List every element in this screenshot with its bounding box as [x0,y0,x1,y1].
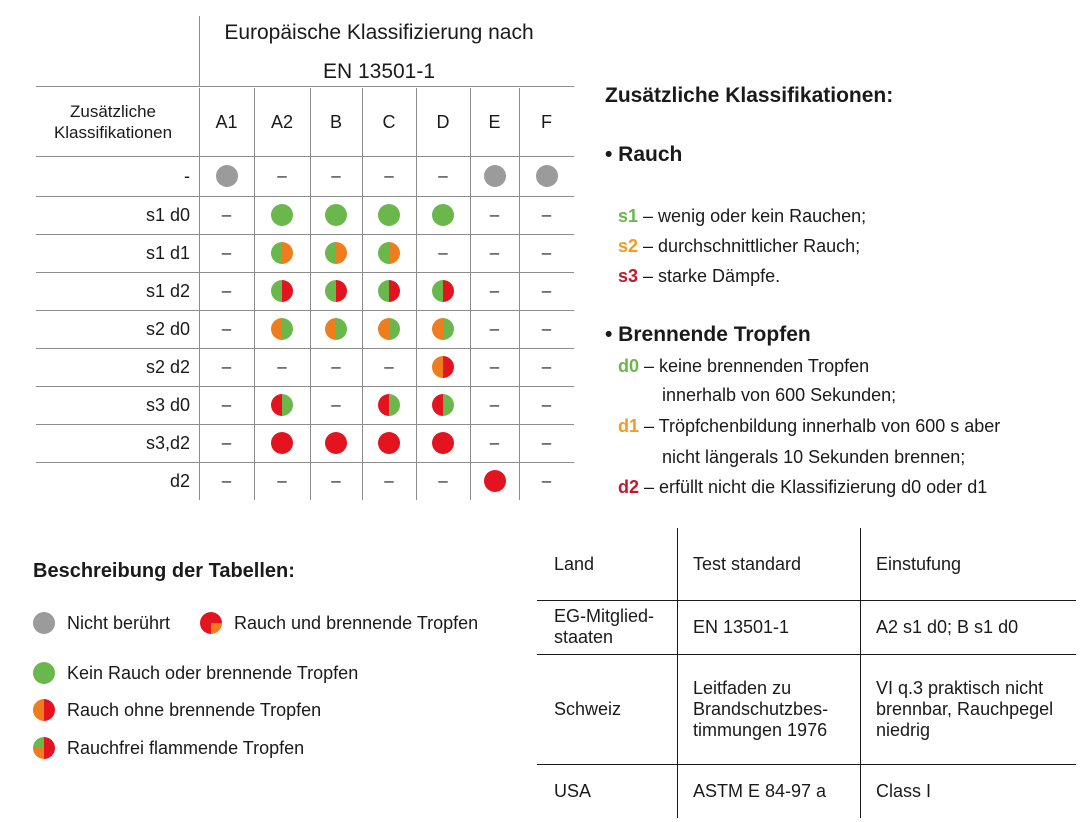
green-red-dot-icon [325,280,347,302]
matrix-cell: – [438,243,448,262]
matrix-cell: – [541,433,552,452]
matrix-cell: – [541,471,552,490]
matrix-row-label: - [184,165,190,186]
smoke-s1: s1 – wenig oder kein Rauchen; [618,206,867,226]
matrix-cell: – [221,243,232,262]
drops-d1-line2: nicht längerals 10 Sekunden brennen; [662,447,966,467]
red-dot-icon [325,432,347,454]
matrix-cell [362,424,416,462]
drops-d2: d2 – erfüllt nicht die Klassifizierung d0 oder d1 [618,477,988,497]
country-table-header-test-standard: Test standard [693,553,802,574]
matrix-cell: – [489,243,500,262]
smoke-title: • Rauch [605,143,683,166]
drops-d1: d1 – Tröpfchenbildung innerhalb von 600 s aber [618,416,1001,436]
drops-title: • Brennende Tropfen [605,323,811,346]
country-table-cell-standard: Leitfaden zu Brandschutzbes- timmungen 1976 [693,677,829,740]
matrix-row-label: s1 d0 [145,204,190,225]
matrix-cell: – [384,471,394,490]
matrix-row-label: s1 d1 [145,242,190,263]
matrix-cell: – [277,166,287,185]
red-dot-icon [378,432,400,454]
country-table-cell-rating: Class I [876,780,932,801]
matrix-cell [310,234,362,272]
orange-red-dot-icon [432,356,454,378]
matrix-cell: – [331,357,341,376]
smoke-s2: s2 – durchschnittlicher Rauch; [618,236,861,256]
country-table-header-land: Land [554,553,595,574]
grey-dot-icon [216,165,238,187]
matrix-cell: – [541,281,552,300]
additional-heading: Zusätzliche Klassifikationen: [605,84,894,107]
legend-title: Beschreibung der Tabellen: [33,560,295,582]
matrix-cell [362,196,416,234]
red-dot-icon [432,432,454,454]
matrix-cell: – [221,395,232,414]
red-dot-icon [484,470,506,492]
matrix-cell [416,196,470,234]
matrix-corner-label: Zusätzliche Klassifikationen [53,102,173,142]
green-dot-icon [271,204,293,226]
matrix-column-header-a2: A2 [270,111,294,132]
matrix-cell: – [541,205,552,224]
matrix-cell [310,310,362,348]
matrix-cell [199,156,254,196]
drops-d0: d0 – keine brennenden Tropfen [618,356,870,376]
country-table-cell-land: USA [554,780,592,801]
red-green-dot-icon [432,394,454,416]
orange-green-dot-icon [325,318,347,340]
matrix-cell: – [221,357,232,376]
matrix-cell [254,386,310,424]
drops-d0-line2: innerhalb von 600 Sekunden; [662,385,897,405]
green-red-dot-icon [378,280,400,302]
matrix-cell: – [277,471,287,490]
matrix-cell: – [221,205,232,224]
legend-smokefree-drops: Rauchfrei flammende Tropfen [33,737,304,759]
legend-not-affected: Nicht berührt [33,612,170,634]
matrix-cell [310,424,362,462]
matrix-cell: – [438,166,448,185]
matrix-cell: – [489,319,500,338]
country-table-column-line [677,528,678,818]
matrix-cell [254,272,310,310]
green-dot-icon [378,204,400,226]
matrix-cell [416,386,470,424]
matrix-column-header-c: C [382,111,396,132]
red-green-dot-icon [271,394,293,416]
matrix-cell: – [221,319,232,338]
matrix-column-header-b: B [329,111,342,132]
red-dot-icon [271,432,293,454]
green-red-dot-icon [271,280,293,302]
legend-smoke-and-drops: Rauch und brennende Tropfen [200,612,478,634]
green-red-dot-icon [432,280,454,302]
matrix-column-header-e: E [488,111,501,132]
matrix-cell: – [541,243,552,262]
matrix-header-line [36,86,574,87]
smoke-s3: s3 – starke Dämpfe. [618,266,781,286]
green-dot-icon [325,204,347,226]
matrix-row-label: s2 d0 [145,318,190,339]
green-orange-dot-icon [325,242,347,264]
country-table-column-line [860,528,861,818]
matrix-cell [470,156,519,196]
country-table-cell-standard: EN 13501-1 [693,616,790,637]
matrix-cell: – [384,166,394,185]
matrix-row-label: s2 d2 [145,356,190,377]
matrix-cell: – [438,471,448,490]
matrix-column-header-a1: A1 [215,111,238,132]
matrix-row-label: s1 d2 [145,280,190,301]
orange-green-dot-icon [432,318,454,340]
matrix-cell: – [331,395,341,414]
legend-smoke-no-drops: Rauch ohne brennende Tropfen [33,699,321,721]
matrix-cell: – [331,166,341,185]
matrix-column-header-d: D [436,111,450,132]
country-table-cell-rating: VI q.3 praktisch nicht brennbar, Rauchpegel niedrig [876,677,1054,740]
matrix-cell: – [489,395,500,414]
matrix-cell [416,348,470,386]
matrix-cell: – [331,471,341,490]
matrix-row-label: s3,d2 [145,432,190,453]
matrix-cell [416,424,470,462]
matrix-cell [254,310,310,348]
green-orange-dot-icon [378,242,400,264]
grey-dot-icon [484,165,506,187]
matrix-cell: – [277,357,287,376]
matrix-title-line2: EN 13501-1 [322,60,436,83]
orange-red-dot-icon [33,699,55,721]
matrix-cell [362,234,416,272]
country-table-cell-land: EG-Mitglied- staaten [554,606,655,647]
matrix-cell [416,310,470,348]
grey-dot-icon [33,612,55,634]
matrix-cell: – [489,433,500,452]
matrix-cell [362,386,416,424]
matrix-cell: – [541,357,552,376]
matrix-cell: – [489,281,500,300]
matrix-cell: – [221,433,232,452]
matrix-cell: – [489,205,500,224]
matrix-cell: – [541,319,552,338]
country-table-header-einstufung: Einstufung [876,553,962,574]
matrix-cell [470,462,519,500]
matrix-cell [254,424,310,462]
matrix-cell: – [221,281,232,300]
matrix-cell [362,310,416,348]
matrix-cell [416,272,470,310]
green-dot-icon [432,204,454,226]
green-red-dot-icon [33,737,55,759]
country-table-cell-land: Schweiz [554,698,622,719]
matrix-cell: – [489,357,500,376]
green-orange-dot-icon [271,242,293,264]
orange-green-dot-icon [378,318,400,340]
matrix-title-line1: Europäische Klassifizierung nach [224,21,534,44]
matrix-cell [519,156,574,196]
country-table-cell-standard: ASTM E 84-97 a [693,780,827,801]
matrix-title-divider [199,16,200,86]
matrix-cell [254,196,310,234]
green-dot-icon [33,662,55,684]
matrix-cell [362,272,416,310]
matrix-cell [310,272,362,310]
country-table-cell-rating: A2 s1 d0; B s1 d0 [876,616,1019,637]
matrix-column-header-f: F [541,111,552,132]
matrix-cell: – [384,357,394,376]
orange-green-dot-icon [271,318,293,340]
matrix-cell: – [221,471,232,490]
matrix-cell [254,234,310,272]
red-orange-dot-icon [200,612,222,634]
red-green-dot-icon [378,394,400,416]
matrix-cell [310,196,362,234]
matrix-row-label: d2 [169,470,190,491]
legend-no-smoke-no-drops: Kein Rauch oder brennende Tropfen [33,662,358,684]
matrix-cell: – [541,395,552,414]
matrix-row-label: s3 d0 [145,394,190,415]
grey-dot-icon [536,165,558,187]
